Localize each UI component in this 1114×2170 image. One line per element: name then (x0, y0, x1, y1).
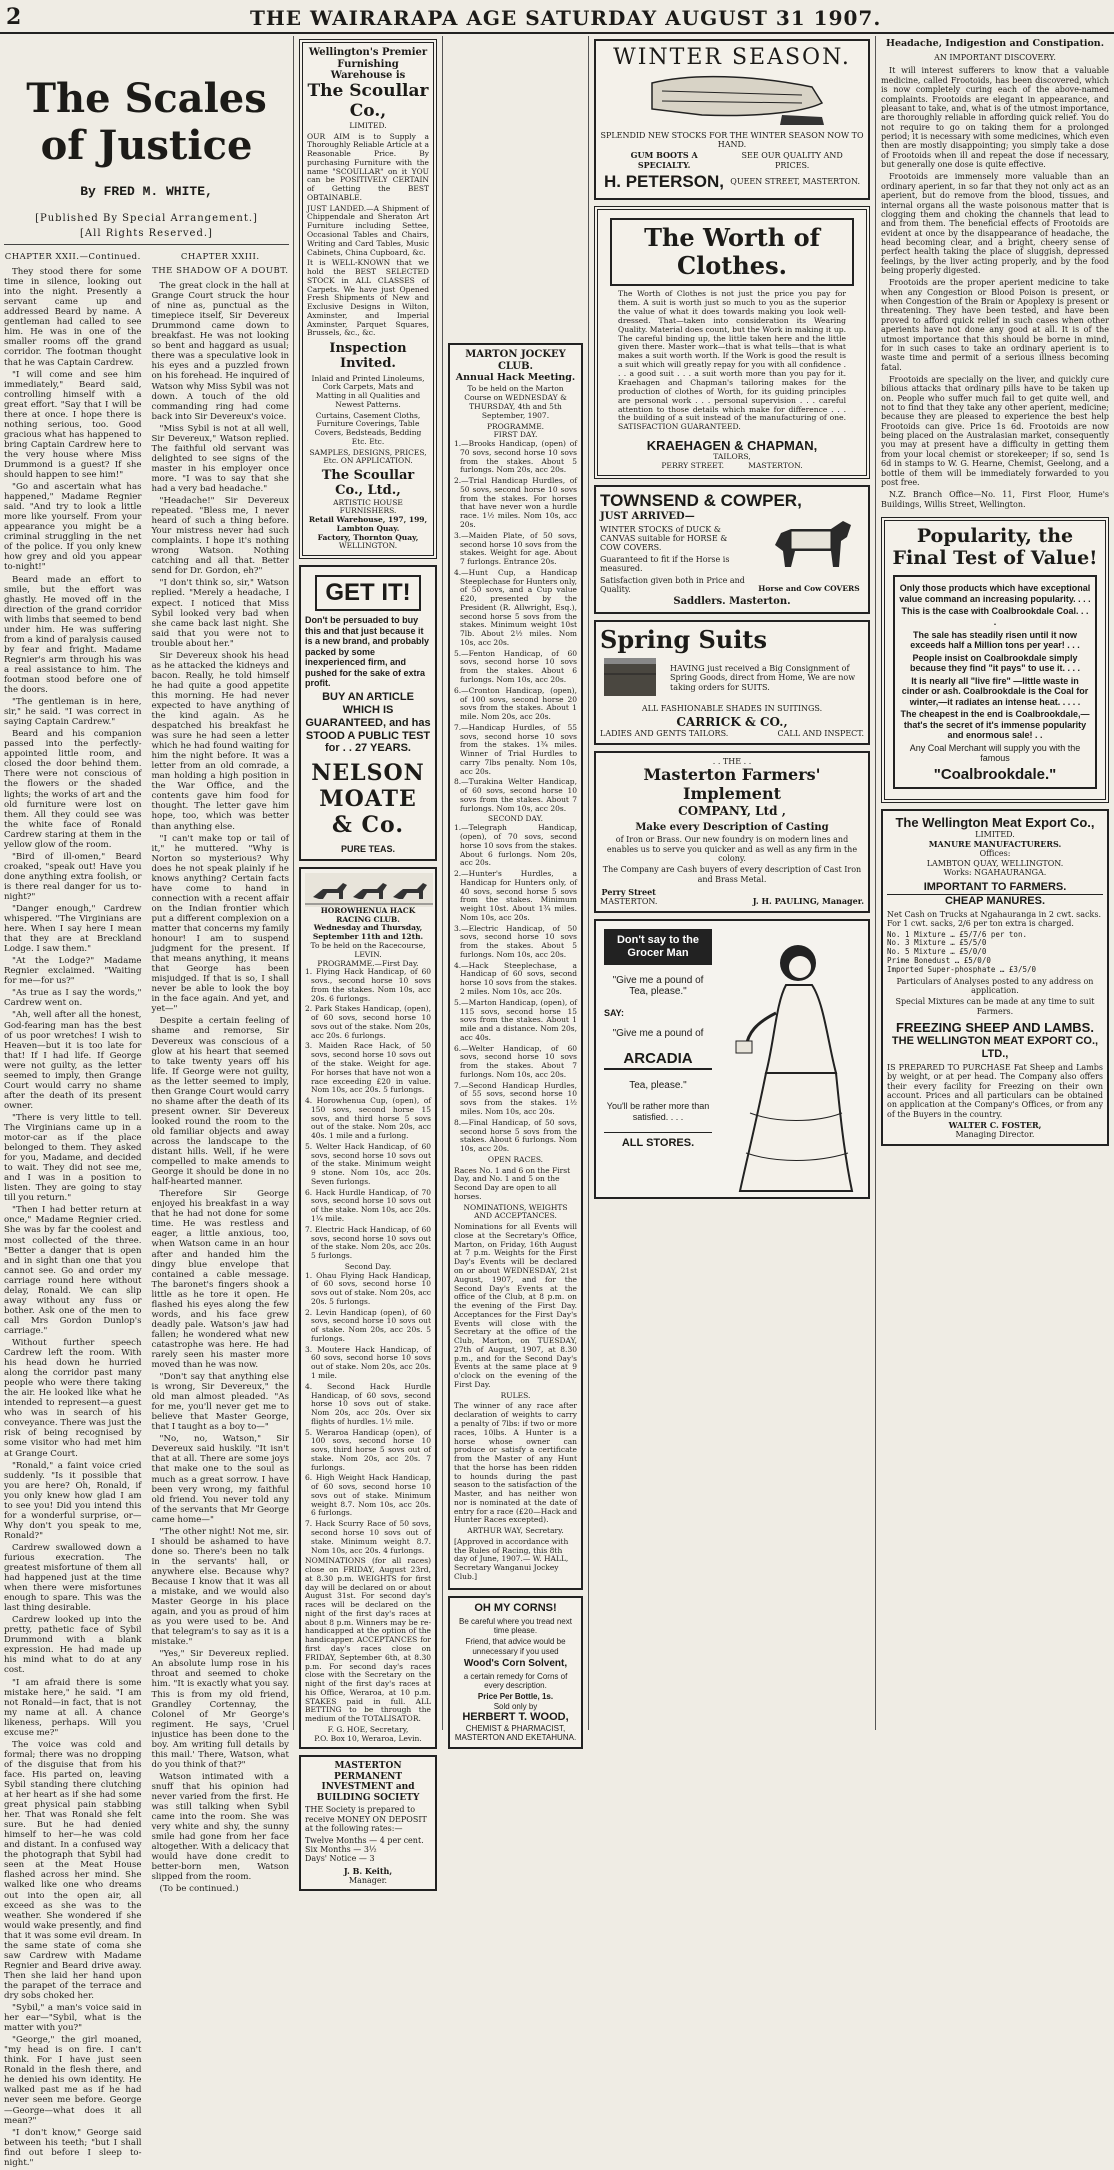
ad-text: Horse and Cow COVERS (758, 584, 860, 594)
racehorses-illustration (305, 873, 433, 907)
ad-text: Particulars of Analyses posted to any address on application. (896, 976, 1094, 995)
farmers-implement-ad (594, 751, 870, 913)
frootoids-article (879, 36, 1111, 514)
ad-subheading: Annual Hack Meeting. (455, 372, 576, 384)
newspaper-title: THE WAIRARAPA AGE SATURDAY AUGUST 31 1907. (250, 6, 882, 30)
paragraph: Without further speech Cardrew left the room. With his head down he hurried along the corridor past many people who were there taking the air. He looked like what he intended to represent—a guest who was in search of his conveyance. There was just the risk of being recognised by some visitor who had met him at Grange Court. (4, 1337, 142, 1459)
price-item: No. 3 Mixture (887, 938, 946, 948)
ad-brand: Wood's Corn Solvent, (463, 1658, 568, 1670)
ad-text: Sold only by (493, 1701, 538, 1711)
ad-heading: GET IT! (315, 575, 421, 611)
ad-text: RULES. (500, 1390, 531, 1400)
column-6 (879, 36, 1111, 1730)
story-byline: By FRED M. WHITE, (80, 183, 213, 199)
ad-text: HAVING just received a Big Consignment of Spring Goods, direct from Home, We are now taking orders for SUITS. (670, 663, 856, 692)
ad-text: SAMPLES, DESIGNS, PRICES, Etc. ON APPLICATION. (309, 447, 427, 466)
rate-value: 3 (369, 1854, 375, 1864)
ad-text: NOMINATIONS, WEIGHTS AND ACCEPTANCES. (463, 1202, 568, 1221)
ad-heading: WINTER SEASON. (613, 45, 851, 70)
ad-brand: THE WELLINGTON MEAT EXPORT CO., LTD., (891, 1035, 1099, 1060)
price-value: £3/5/0 (1008, 964, 1037, 974)
price-value: £5/5/0 (959, 938, 987, 948)
ad-heading: HOROWHENUA HACK RACING CLUB. (320, 905, 416, 924)
race-item: 7.—Handicap Hurdles, of 55 sovs, second horse 10 sovs from the stakes. 1¾ miles. Winner of Trial Hurdles to carry 7lbs penalty. Nom 10s, acc 20s. (454, 722, 577, 776)
lady-illustration (716, 923, 866, 1195)
ad-text: JUST LANDED.—A Shipment of Chippendale and Sheraton Art Furniture including Settee, Occasional Tables and Chairs, Writing and Card Tables, Music Cabinets, China Cupboard, &c. (307, 203, 429, 257)
column-3 (297, 36, 439, 1885)
marton-jockey-club-ad (448, 343, 583, 1590)
paragraph: "Ah, well after all the honest, God-fearing man has the best of us poor wretches! I wish to Heaven—but it is too late for that! If I had life. If George were not guilty, as the letter seemed to imply, then Grange Court would carry no shame after the death of its present owner. (4, 1010, 142, 1111)
ad-text: [Approved in accordance with the Rules of Racing, this 8th day of June, 1907.— W. HALL, Secretary Wanganui Jockey Club.] (454, 1536, 569, 1582)
rate-value: 4 per cent. (379, 1835, 424, 1845)
ad-brand: Masterton Farmers' Implement (643, 765, 821, 803)
paragraph: They stood there for some time in silence, looking out into the night. Presently a servant came up and addressed Beard by name. A gentleman had called to see him. He was in one of the smaller rooms off the grand corridor. The footman thought that he was Captain Cardrew. (4, 267, 142, 368)
paragraph: "I will come and see him immediately," Beard said, controlling himself with a great effort. "Say that I will be there at once. I hope there is nothing serious, too. Good gracious what has happened to bring Captain Cardrew here to the very house where Miss Drummond is a guest? If she should happen to see him!" (4, 369, 142, 481)
ad-heading: The Worth of Clothes. (610, 218, 854, 286)
paragraph: "George," the girl moaned, "my head is on fire. I can't think. For I have just seen Ronald in the flesh there, and he denied his own identity. He walked past me as if he had never seen me before. George —George—what does it all mean?" (4, 2035, 142, 2126)
manure-price-table: No. 1 Mixture … £5/7/6 per ton. No. 3 Mixture … £5/5/0 No. 5 Mixture … £5/0/0 Prime Bonedust … £5/0/0 Imported Super-phosphate … £3/5/0 (887, 929, 1037, 974)
price-value: £5/0/0 (959, 947, 987, 957)
race-item: 5.—Fenton Handicap, of 60 sovs, second horse 10 sovs from the stakes. About 6 furlongs. Nom 10s, acc 20s. (454, 648, 577, 684)
ad-text: SECOND DAY. (488, 814, 543, 824)
race-item: 4.—Hack Steeplechase, a Handicap of 60 sovs, second horse 10 sovs from the stakes. 2 miles. Nom 10s, acc 20s. (454, 960, 577, 997)
ad-text: Works: NGAHAURANGA. (943, 867, 1047, 877)
ad-heading: The Wellington Meat Export Co., (895, 815, 1095, 831)
ad-text: Races No. 1 and 6 on the First Day, and No. 1 and 5 on the Second Day are open to all horses. (454, 1165, 571, 1201)
ad-text: It is nearly all "live fire" —little waste in cinder or ash. Coalbrookdale is the Coal for winter,—it radiates an intense heat. . . . . (901, 675, 1089, 707)
story-note: [All Rights Reserved.] (80, 228, 213, 240)
ad-text: NOMINATIONS (for all races) close on FRIDAY, August 23rd, at 8.30 p.m. WEIGHTS for first day will be declared on or about August 31st. For second day's races will be declared on the night of the first day's races at about 8 p.m. Winners may be re-handicapped at the option of the handicapper. ACCEPTANCES for first day's races close on FRIDAY, September 6th, at 8.30 p.m. For second day's races close with the Secretary on the night of the first day's races at his Office, Weraroa, at 10 p.m. STAKES paid in full. ALL BETTING to be through the medium of the TOTALISATOR. (305, 1556, 431, 1724)
ad-text: Manager. (348, 1875, 388, 1885)
ad-brand: CARRICK & CO., (676, 715, 788, 730)
paragraph: The great clock in the hall at Grange Court struck the hour of nine as, punctual as the timepiece itself, Sir Devereux Drummond came down to breakfast. He was not looking so bent and haggard as usual; there was a speculative look in his eyes and a puzzled frown on his forehead. He inquired of Watson why Miss Sybil was not down. A touch of the old commanding ring had come back into Sir Devereux's voice. (151, 281, 289, 422)
race-item: 1.—Brooks Handicap, (open) of 70 sovs, second horse 10 sovs from the stakes. About 5 furlongs. Nom 20s, acc 20s. (454, 439, 577, 475)
column-rule (875, 36, 876, 1730)
paragraph: "Ronald," a faint voice cried suddenly. "Is it possible that you are here? Oh, Ronald, if you only knew how glad I am to see you! Did you intend this for a wonderful surprise, or—Why don't you speak to me, Ronald?" (4, 1460, 142, 1541)
ad-text: GUM BOOTS A SPECIALTY. (630, 150, 698, 170)
paragraph: "Then I had better return at once," Madame Regnier cried. She was by far the coolest and most collected of the three. "Better a danger that is open and in sight than one that you cannot see. Go and order my carriage round here without delay, Ronald. We can slip away without any fuss or bother. Ask one of the men to call Mrs Gordon Dunlop's carriage." (4, 1205, 142, 1336)
race-item: 3.—Maiden Plate, of 50 sovs, second horse 10 sovs from the stakes. Weight for age. About 7 furlongs. Entrance 20s. (454, 530, 577, 567)
paragraph: "The other night! Not me, sir. I should be ashamed to have done so. There's been no talk in the servants' hall, or anywhere else. Because why? Because I know that it was all a mistake, and we would also Master George in his place again, and you as proud of him as you were used to be. And that telegram's to say as it is a mistake." (151, 1526, 289, 1648)
race-item: 1.—Telegraph Handicap, (open), of 70 sovs, second horse 10 sovs from the stakes. About 6 furlongs. Nom 20s, acc 20s. (454, 823, 577, 868)
story-section (4, 36, 289, 2168)
paragraph: The voice was cold and formal; there was no dropping of the disguise that from his face. His parted on, leaving Sybil standing there clutching at her heart as if she had some great physical pain stabbing her. That was Ronald she felt sure. But he had denied himself to her—he was cold and distant. In a confused way the photograph that Sybil had seen at the Meat House flashed across her mind. She walked like one who dreams out into the open air, all exceed as she was to the weather. She wondered if she would wake presently, and find that it was some evil dream. In the same state of coma she saw Cardrew with Madame Regnier and Beard drive away. Then she laid her hand upon the parapet of the terrace and dry sobs choked her. (4, 1739, 142, 2001)
paragraph: "Headache!" Sir Devereux repeated. "Bless me, I never heard of such a thing before. Your mistress never had such complaints. I hope it's nothing wrong Watson. Nothing catching and all that. Better send for Dr. Gordon, eh?" (151, 496, 289, 577)
ad-text: MANURE MANUFACTURERS. (928, 838, 1062, 849)
ad-text: You'll be rather more than satisfied. . . . (606, 1101, 710, 1122)
ad-text: Guaranteed to fit if the Horse is measured. (600, 554, 730, 574)
column-rule (442, 36, 443, 1730)
race-item: 2. Park Stakes Handicap, (open), of 60 sovs, second horse 10 sovs out of the stake. Nom 20s, acc 20s. 6 furlongs. (305, 1004, 431, 1040)
ad-text: IS PREPARED TO PURCHASE Fat Sheep and Lambs by weight, or at per head. The Company also offers their every facility for Freezing on their own account. Prices and all particulars can be obtained on application at the Company's Offices, or from any of the Buyers in the country. (887, 1062, 1103, 1119)
race-item: 4. Second Hack Hurdle Handicap, of 60 sovs, second horse 10 sovs out of stake. Nom 20s, acc 20s. Over six flights of hurdles. 1½ mile. (305, 1381, 431, 1426)
ad-subheading: Inspection Invited. (329, 341, 407, 372)
ad-text: FIRST DAY. (493, 430, 538, 440)
paragraph: "I am afraid there is some mistake here," he said. "I am not Ronald—in fact, that is not my name at all. A chance likeness, perhaps. Will you excuse me?" (4, 1677, 142, 1738)
ad-text: "Give me a pound of (612, 1028, 704, 1040)
ad-heading: Popularity, the Final Test of Value! (892, 525, 1098, 570)
story-note: [Published By Special Arrangement.] (35, 212, 258, 224)
ad-text: LIMITED. (975, 830, 1015, 840)
ad-text: N.Z. Branch Office—No. 11, First Floor, Hume's Buildings, Willis Street, Wellington. (881, 490, 1109, 509)
ad-text: LAMBTON QUAY, WELLINGTON. (926, 858, 1064, 868)
paragraph: Beard made an effort to smile, but the effort was ghastly. He moved off in the direction of the grand corridor with limbs that seemed to bend under him. He was suffering from a kind of paralysis caused by fear and fright. Madame Regnier's arm through his was a real assistance to him. The footman stood before one of the doors. (4, 574, 142, 696)
ad-heading: Don't say to the Grocer Man (604, 929, 712, 965)
ad-brand: ARCADIA (604, 1050, 712, 1070)
ad-text: Only those products which have exceptional value command an increasing popularity. . . . (899, 583, 1091, 604)
carrick-spring-suits-ad (594, 620, 870, 745)
race-item: 1. Ohau Flying Hack Handicap, of 60 sovs, second horse 10 sovs out of stake. Nom 20s, acc 20s. 5 furlongs. (305, 1270, 431, 1306)
ad-text: Second Day. (344, 1261, 392, 1271)
price-item: No. 1 Mixture (887, 929, 946, 939)
paragraph: "Sybil," a man's voice said in her ear—"Sybil, what is the matter with you?" (4, 2003, 142, 2034)
nelson-tea-ad (299, 565, 437, 861)
ad-text: a certain remedy for Corns of every description. (463, 1671, 568, 1691)
ad-brand: H. PETERSON, (604, 172, 724, 192)
ad-heading: Headache, Indigestion and Constipation. (885, 38, 1105, 49)
ad-subheading: IMPORTANT TO FARMERS. (887, 881, 1103, 895)
horse-illustration (761, 515, 857, 579)
story-column-left (4, 249, 142, 2170)
paragraph: Cardrew looked up into the pretty, pathetic face of Sybil Drummond with a blank expression. He had made up his mind what to do at any cost. (4, 1615, 142, 1676)
wood-corn-solvent-ad (448, 1596, 583, 1749)
price-item: Prime Bonedust (887, 955, 951, 965)
price-value: £5/7/6 per ton. (959, 929, 1027, 939)
ad-text: Don't be persuaded to buy this and that just because it is a new brand, and probably packed by some inexperienced firm, and pushed for the sake of extra profit. (305, 615, 430, 689)
price-item: No. 5 Mixture (887, 947, 946, 957)
ad-text: of Iron or Brass. Our new foundry is on modern lines and enables us to serve you quicker and as well as any firm in the colony. (606, 835, 858, 863)
race-item: 1. Flying Hack Handicap, of 60 sovs., second horse 10 sovs from the stakes. Nom 10s, acc 20s. 6 furlongs. (305, 967, 431, 1003)
ad-brand: "Coalbrookdale." (933, 765, 1057, 783)
ad-text: ALL FASHIONABLE SHADES IN SUITINGS. (641, 704, 823, 713)
race-item: 5.—Marton Handicap, (open), of 115 sovs, second horse 15 sovs from the stakes. About 1 mile and a distance. Nom 20s, acc 40s. (454, 997, 577, 1042)
column-rule (588, 36, 589, 1730)
peterson-winter-ad (594, 39, 870, 200)
rate-value: 3½ (363, 1844, 377, 1854)
race-item: 7. Hack Scurry Race of 50 sovs, second horse 10 sovs out of stake. Minimum weight 8.7. Nom 10s, acc 20s. 4 furlongs. (305, 1519, 431, 1555)
ad-text: Inlaid and Printed Linoleums, Cork Carpets, Mats and Matting in all Qualities and Newest Patterns. (311, 373, 425, 409)
ad-text: PURE TEAS. (340, 844, 395, 855)
ad-text: CHEMIST & PHARMACIST, (465, 1724, 566, 1734)
race-item: 6. High Weight Hack Handicap, of 60 sovs, second horse 10 sovs out of stake. Minimum weight 8.7. Nom 10s, acc 20s. 6 furlongs. (305, 1473, 431, 1518)
price-value: £5/0/0 (963, 955, 991, 965)
ad-text: ARTISTIC HOUSE FURNISHERS. (333, 497, 403, 516)
race-item: 3. Maiden Race Hack, of 50 sovs, second horse 10 sovs out of the stake. Weight for age. For horses that have not won a race exceeding £20 in value. Nom 10s, acc 20s. 5 furlongs. (305, 1041, 431, 1095)
ad-text: ALL STORES. (604, 1132, 712, 1150)
chapter-subheading: THE SHADOW OF A DOUBT. (152, 266, 289, 277)
paragraph: "I can't make top or tail of it," he muttered. "Why is Norton so mysterious? Why does he not speak plainly if he knows anything? Certain facts have come to hand in connection with a recent affair on the Indian frontier which put a different complexion on a matter that concerns my family honour! I am to suspend judgment for the present. If that means anything, it means that George has been misjudged. If that is so, I shall never be able to look the boy in the face again. And yet, and yet—" (151, 833, 289, 1015)
race-item: 2.—Trial Handicap Hurdles, of 50 sovs, second horse 10 sovs from the stakes. For horses that have never won a hurdle race. 1½ miles. Nom 10s, acc 20s. (454, 476, 577, 529)
ad-text: OUR AIM is to Supply a Thoroughly Reliable Article at a Reasonable Price. By purchasing Furniture with the name "SCOULLAR" on it YOU can be POSITIVELY CERTAIN of Getting the BEST OBTAINABLE. (307, 131, 429, 202)
ad-subheading: AN IMPORTANT DISCOVERY. (934, 53, 1056, 63)
ad-text: ARTHUR WAY, Secretary. (467, 1526, 564, 1536)
paragraph: "I don't know," George said between his teeth; "but I shall find out before I sleep to-night." (4, 2127, 142, 2168)
ad-text: It will interest sufferers to know that a valuable medicine, called Frootoids, has been discovered, which is now completely curing each of the above-named complaints. Frootoids are elegant in appearance, and pleasant to take, and, what is of the utmost importance, are thoroughly reliable in affording quick relief. You do not require to go on taking them for a prolonged period; it is necessary with some medicines, which even then are mostly disappointing; you simply take a dose of Frootoids when ill and repeat the dose if necessary, but generally one dose is quite effective. (881, 66, 1109, 170)
ad-subheading: FREEZING SHEEP AND LAMBS. (896, 1019, 1094, 1035)
townsend-cowper-ad (594, 485, 870, 614)
paragraph: "Miss Sybil is not at all well, Sir Devereux," Watson replied. The faithful old servant was delighted to see signs of the master in his employer once more. "I was to say that she had a very bad headache." (151, 423, 289, 494)
ad-text: The Worth of Clothes is not just the price you pay for them. A suit is worth just so much to you as the superior the value of what it does towards making you look well-dressed. That—taken into consideration its Wearing Quality. Material does count, but the Work in making it up. The careful binding up, the little taken here and the little given there. Master work—that is what tells—that is what makes a suit worth worth. If the Work is good the result is a suit which will greatly repay for you with all confidence . . . a good suit . . . a suit worth more than you pay for it. Kraehagen and Chapman's tailoring makes for the production of clothes of Worth, for its guiding principles are personal work . . . personal supervision . . . careful attention to those details which make for difference . . . the building of a suit instead of the manufacturing of one. SATISFACTION GUARANTEED. (618, 289, 846, 432)
paragraph: Watson intimated with a snuff that his opinion had never varied from the first. He was still talking when Sybil came into the room. She was very white and shy, the sunny smile had gone from her face altogether. With a delicacy that would have done credit to better-born men, Watson slipped from the room. (151, 1771, 289, 1883)
race-item: 8.—Turakina Welter Handicap, of 60 sovs, second horse 10 sovs from the stakes. About 7 furlongs. Nom 10s, acc 20s. (454, 777, 577, 813)
paragraph: Sir Devereux shook his head as he attacked the kidneys and bacon. Really, he told himself he had quite a good appetite this morning. He had never expected to have anything of the kind again. As he despatched his breakfast he was sure he had seen a letter which he had found waiting for him the night before. It was a letter from an old comrade, a man holding a high position in the War Office, and the contents gave him food for thought. The letter gave him hope, too, which was better than anything else. (151, 650, 289, 832)
ad-brand: The Scoullar Co., (307, 81, 429, 121)
rate-term: Days' Notice (305, 1854, 357, 1864)
ad-text: MASTERTON AND EKETAHUNA. (454, 1733, 577, 1743)
ad-text: LIMITED. (349, 120, 387, 130)
paragraph: "Go and ascertain what has happened," Madame Regnier said. "And try to look a little more like yourself. From your appearance you might be a criminal struggling in the net of the police. If you only knew how grey and old you appear to-night!" (4, 482, 142, 573)
ad-text: CALL AND INSPECT. (777, 729, 864, 739)
boot-illustration (632, 73, 832, 129)
race-item: 3. Moutere Hack Handicap, of 60 sovs, second horse 10 sovs out of stake. Nom 20s, acc 20s. 1 mile. (305, 1344, 431, 1380)
ad-text: OPEN RACES. (487, 1154, 544, 1164)
ad-text: JUST ARRIVED— (600, 511, 695, 523)
ad-text: The cheapest in the end is Coalbrookdale,—that's the secret of it's immense popularity and enormous sale! . . (900, 709, 1090, 741)
column-rule (293, 36, 294, 1730)
race-item: 7.—Second Handicap Hurdles, of 55 sovs, second horse 10 sovs from the stakes. 1½ miles. Nom 10s, acc 20s. (454, 1080, 577, 1116)
ad-text: Satisfaction given both in Price and Quality. (600, 575, 745, 594)
paragraph: "Yes," Sir Devereux replied. An absolute lump rose in his throat and seemed to choke him. "It is exactly what you say. This is from my old friend, Grandley Cortennay, the Colonel of Mr George's regiment. He says, 'Cruel injustice has been done to the boy. Am writing full details by this mail.' There, Watson, what do you think of that?" (151, 1649, 289, 1770)
race-item: 6.—Welter Handicap, of 60 sovs, second horse 10 sovs from the stakes. About 7 furlongs. Nom 10s, acc 20s. (454, 1043, 577, 1079)
paragraph: Beard and his companion passed into the perfectly-appointed little room, and closed the door behind them. There were not conscious of the flowers or the shaded lights; the works of art and the old furniture were lost on them. All they could see was the white face of Ronald Cardrew staring at them in the yellow glow of the room. (4, 729, 142, 850)
masterton-investment-ad (299, 1755, 437, 1891)
rates-table: Twelve Months — 4 per cent. Six Months — 3½ Days' Notice — 3 (305, 1835, 424, 1864)
ad-text: The sale has steadily risen until it now exceeds half a Million tons per year! . . . (910, 629, 1080, 651)
column-4 (446, 340, 585, 1743)
ad-text: "Give me a pound of Tea, please." (612, 974, 704, 998)
ad-text: QUEEN STREET, MASTERTON. (730, 177, 860, 187)
paragraph: "I don't think so, sir," Watson replied. "Merely a headache, I expect. I noticed that Miss Sybil looked very bad when she came back last night. She said that you were not to trouble about her." (151, 578, 289, 649)
race-item: 8.—Final Handicap, of 50 sovs, second horse 5 sovs from the stakes. About 6 furlongs. Nom 10s, acc 20s. (454, 1117, 577, 1154)
race-item: 5. Welter Hack Handicap, of 60 sovs, second horse 10 sovs out of the stake. Minimum weight 9 stone. Nom 10s, acc 20s. Seven furlongs. (305, 1141, 431, 1186)
story-column-right (152, 249, 290, 2170)
horowhenua-racing-ad (299, 867, 437, 1749)
rate-term: Twelve Months (305, 1835, 367, 1845)
scoullar-ad (299, 39, 437, 559)
chapter-heading: CHAPTER XXIII. (180, 252, 260, 263)
ad-text: The Company are Cash buyers of every description of Cast Iron and Brass Metal. (602, 865, 862, 884)
ad-text: PROGRAMME.—First Day. (317, 958, 419, 968)
ad-text: Saddlers. Masterton. (673, 596, 791, 608)
story-title: The Scales of Justice (26, 75, 267, 169)
paragraph: "There is very little to tell. The Virginians came up in a motor-car as if the place belonged to them. They asked for you, Madame, and decided to wait. They did not see me, and I was in a position to listen. They are going to stay till you return." (4, 1112, 142, 1204)
ad-text: Managing Director. (955, 1130, 1035, 1140)
ad-text: Factory, Thornton Quay, (317, 532, 419, 542)
page-number: 2 (6, 4, 22, 30)
ad-brand: The Scoullar Co., Ltd., (321, 468, 415, 499)
rate-term: Six Months (305, 1844, 351, 1854)
ad-text: Frootoids are specially on the liver, and quickly cure bilious attacks that ordinary pills have to be taken up on. People who suffer much fail to get quite well, and not to find that they take any other aperient, medicine; because they are pleased to experience the best help Frootoids can give. Price 1s 6d. Frootoids are now being placed on the Australasian market, consequently you may at present have a difficulty in getting them from your local chemist or storekeeper; if so, send 1s 6d in stamps to W. G. Hearne, Chemist, Geelong, and a bottle of them will be immediately forwarded to you post free. (881, 374, 1109, 487)
arcadia-tea-ad (594, 919, 870, 1199)
ad-text: BUY AN ARTICLE WHICH IS GUARANTEED, and has STOOD A PUBLIC TEST for . . 27 YEARS. (305, 690, 431, 755)
ad-heading: Spring Suits (600, 624, 767, 654)
nelson-moate-logo: NELSON MOATE & Co. (311, 760, 425, 838)
paragraph: "No, no, Watson," Sir Devereux said huskily. "It isn't that at all. There are some joys that make one to the soul as much as a great sorrow. I have been very wrong, my faithful old friend. You never told any of the servants that Mr George came home—" (151, 1434, 289, 1525)
ad-text: Net Cash on Trucks at Ngahauranga in 2 cwt. sacks. For 1 cwt. sacks, 2/6 per ton extra is charged. (887, 909, 1102, 929)
race-item: 3.—Electric Handicap, of 50 sovs, second horse 10 sovs from the stakes. About 5 furlongs. Nom 10s, acc 20s. (454, 923, 577, 959)
ad-text: J. B. Keith, (343, 1865, 393, 1876)
ad-text: PROGRAMME. (486, 421, 545, 431)
ad-heading: MARTON JOCKEY CLUB. (465, 349, 566, 372)
ad-text: SPLENDID NEW STOCKS FOR THE WINTER SEASON NOW TO HAND. (600, 130, 864, 150)
ad-text: This is the case with Coalbrookdale Coal. . . . (901, 606, 1089, 627)
ad-text: P.O. Box 10, Weraroa, Levin. (314, 1733, 422, 1743)
ad-text: Retail Warehouse, 197, 199, Lambton Quay. (308, 515, 428, 533)
to-be-continued: (To be continued.) (159, 1884, 239, 1895)
race-item: 6.—Cronton Handicap, (open), of 100 sovs, second horse 20 sovs from the stakes. About 1 mile. Nom 20s, acc 20s. (454, 685, 577, 722)
race-item: 2.—Hunter's Hurdles, a Handicap for Hunters only, of 40 sovs, second horse 5 sovs from the stakes. Minimum weight 10st. About 1¾ miles. Nom 10s, acc 20s. (454, 869, 577, 922)
chapter-heading: CHAPTER XXII.—Continued. (4, 252, 141, 263)
ad-text: Perry Street (601, 887, 656, 898)
paragraph: Therefore Sir George enjoyed his breakfast in a way that he had not done for some time. He was restless and eager, a little anxious, too, when Watson came in an hour after and handed him the dingy blue envelope that contained a cable message. The baronet's fingers shook a little as he tore it open. He flashed his eyes along the few words, and his face grew deadly pale. Watson's jaw had fallen; he wondered what new catastrophe was here. He had rarely seen his master more moved than he was now. (151, 1189, 289, 1371)
price-item: Imported Super-phosphate (887, 964, 996, 974)
paragraph: Despite a certain feeling of shame and remorse, Sir Devereux was conscious of a glow at his heart that seemed to take twenty years off his life. If George were not guilty, as the letter seemed to imply, then Grange Court would carry no shame after the death of its present owner. Sir Devereux looked round the room to the old familiar objects and away across the landscape to the distant hills. Well, if he were compelled to make amends to George it should be done in no half-hearted manner. (151, 1016, 289, 1188)
cloth-bolt-illustration (600, 654, 664, 702)
ad-text: Frootoids are immensely more valuable than an ordinary aperient, in so far that they not only act as an aperient, but do remove from the blood, tissues, and internal organs all the waste poisonous matter that is clogging them and choking the channels that lead to and from them. The beneficial effects of Frootoids are evident at once by the disappearance of headache, the head becoming clear, and a bright, cheery sense of perfect health taking the place of sluggish, depressed feelings, by the liver acting properly, and by the food being properly digested. (881, 172, 1109, 276)
paragraph: "Danger enough," Cardrew whispered. "The Virginians are here. When I say here I mean that they are at Breckland Lodge. I saw them." (4, 904, 142, 955)
ad-text: Frootoids are the proper aperient medicine to take when any Congestion or Blood Poison is present, or when Congestion of the Brain or Apoplexy is present or threatening. They have been tested, and have been proved to afford quick relief in such cases when other aperients have not done any good at all. It is of the utmost importance that this should be borne in mind, for in such cases to take an ordinary aperient is to waste time and permit of a serious illness becoming fatal. (881, 278, 1109, 372)
paragraph: Cardrew swallowed down a furious execration. The greatest misfortune of them all had happened just at the time when there were misfortunes enough to spare. This was the last thing desirable. (4, 1542, 142, 1614)
race-item: 7. Electric Hack Handicap, of 60 sovs, second horse 10 sovs out of the stake. Nom 20s, acc 20s. 5 furlongs. (305, 1224, 431, 1261)
ad-text: PERRY STREET. MASTERTON. (661, 461, 803, 471)
ad-text: Price Per Bottle, 1s. (477, 1692, 554, 1702)
ad-text: SAY: (604, 1007, 625, 1018)
kraehagen-chapman-ad (594, 206, 870, 479)
ad-text: WINTER STOCKS of DUCK & CANVAS suitable for HORSE & COW COVERS. (600, 524, 728, 553)
ad-text: To be held on the Racecourse, LEVIN. (310, 941, 426, 959)
race-item: 5. Weraroa Handicap (open), of 100 sovs, second horse 10 sovs, third horse 5 sovs out of stake. Nom 20s, acc 20s. 7 furlongs. (305, 1427, 431, 1472)
ad-text: The winner of any race after declaration of weights to carry a penalty of 7lbs: if two or more races, 10lbs. A Hunter is a horse whose owner can produce or satisfy a certificate from the Master of any Hunt that the horse has been ridden to hounds during the past season to the satisfaction of the Master, and has neither won nor is nominated at the date of entry for a race (£20—Hack and Hunter Races excepted). (454, 1401, 577, 1525)
ad-subheading: Make every Description of Casting (635, 821, 829, 833)
ad-text: J. H. PAULING, Manager. (752, 896, 864, 907)
ad-text: Curtains, Casement Cloths, Furniture Coverings, Table Covers, Bedsteads, Bedding Etc. Etc. (314, 410, 422, 446)
ad-text: . . THE . . (712, 756, 752, 766)
ad-text: It is WELL-KNOWN that we hold the BEST SELECTED STOCK in ALL CLASSES of Carpets. We have just Opened Fresh Shipments of New and Exclusive Designs in Wilton, Axminster, and Imperial Axminster, Parquet Squares, Brussels, &c., &c. (307, 258, 429, 338)
paragraph: "Bird of ill-omen," Beard croaked, "speak out! Have you done anything extra foolish, or is there real danger for us to-night?" (4, 851, 142, 902)
ad-text: Special Mixtures can be made at any time to suit Farmers. (895, 997, 1095, 1016)
paragraph: "As true as I say the words," Cardrew went on. (4, 988, 142, 1009)
ad-heading: MASTERTON PERMANENT INVESTMENT and BUILDING SOCIETY (316, 1761, 420, 1803)
ad-heading: Wellington's Premier Furnishing Warehouse is (308, 47, 428, 82)
race-item: 4.—Hunt Cup, a Handicap Steeplechase for Hunters only, of 50 sovs, and a Cup value £20, presented by the President (R. Allwright, Esq.), second horse 5 sovs from the stakes. Minimum weight 10st 7lb. About 2½ miles. Nom 10s, acc 20s. (454, 567, 577, 647)
ad-text: Be careful where you tread next time please. (459, 1616, 572, 1635)
ad-text: To be held on the Marton Course on WEDNESDAY & THURSDAY, 4th and 5th September, 1907. (464, 384, 567, 420)
ad-text: WELLINGTON. (338, 541, 398, 551)
paragraph: "The gentleman is in here, sir," he said. "I was correct in saying Captain Cardrew." (4, 697, 142, 728)
ad-text: WALTER C. FOSTER, (948, 1120, 1042, 1131)
ad-text: TAILORS, (713, 452, 751, 462)
ad-text: Offices: (979, 849, 1011, 859)
ad-heading: OH MY CORNS! (474, 1601, 557, 1614)
ad-text: Tea, please." (629, 1079, 687, 1091)
ad-text: F. G. HOE, Secretary, (327, 1724, 409, 1734)
ad-brand: COMPANY, Ltd , (678, 803, 786, 818)
ad-brand: TOWNSEND & COWPER, (600, 491, 802, 511)
race-item: 2. Levin Handicap (open), of 60 sovs, second horse 10 sovs out of stake. Nom 20s, acc 20s. 5 furlongs. (305, 1307, 431, 1343)
ad-text: Friend, that advice would be unnecessary if you used (465, 1637, 566, 1656)
ad-brand: HERBERT T. WOOD, (462, 1711, 569, 1724)
ad-brand: KRAEHAGEN & CHAPMAN, (646, 438, 818, 454)
ad-text: Nominations for all Events will close at the Secretary's Office, Marton, on Friday, 16th August at 7 p.m. Weights for the First Day's Events will be declared on or about WEDNESDAY, 21st August, 1907, and for the Second Day's Events at the office of the Club, at 8 p.m. on the evening of the First Day. Acceptances for the First Day's Events will close with the Secretary at the office of the Club, Marton, on TUESDAY, 27th of August, 1907, at 8.30 p.m., and for the Second Day's Events at the same place at 9 o'clock on the evening of the First Day. (454, 1222, 577, 1389)
ad-text: Any Coal Merchant will supply you with the famous (909, 742, 1081, 764)
paragraph: "Don't say that anything else is wrong, Sir Devereux," the old man almost pleaded. "As for me, you'll never get me to believe that Master George, that I taught as a boy to—" (151, 1372, 289, 1433)
paragraph: "At the Lodge?" Madame Regnier exclaimed. "Waiting for me—for us?" (4, 956, 142, 987)
masthead (0, 0, 1114, 34)
wellington-meat-export-ad (881, 809, 1109, 1146)
ad-text: Wednesday and Thursday, September 11th and 12th. (312, 923, 424, 942)
ad-text: SEE OUR QUALITY AND PRICES. (741, 151, 843, 170)
coalbrookdale-ad (881, 517, 1109, 803)
ad-text: THE Society is prepared to receive MONEY ON DEPOSIT at the following rates:— (305, 1805, 427, 1834)
ad-text: MASTERTON. (600, 897, 658, 907)
ad-subheading: CHEAP MANURES. (944, 895, 1046, 908)
ad-text: LADIES AND GENTS TAILORS. (600, 729, 729, 739)
ad-text: People insist on Coalbrookdale simply because they find "it pays" to use it. . . . (909, 652, 1081, 674)
race-item: 6. Hack Hurdle Handicap, of 70 sovs, second horse 10 sovs out of the stake. Nom 10s, acc 20s. 1¼ mile. (305, 1187, 431, 1223)
race-item: 4. Horowhenua Cup, (open), of 150 sovs, second horse 15 sovs, and third horse 5 sovs out of the stake. Nom 20s, acc 40s. 1 mile and a furlong. (305, 1096, 431, 1141)
column-5 (592, 36, 872, 1730)
